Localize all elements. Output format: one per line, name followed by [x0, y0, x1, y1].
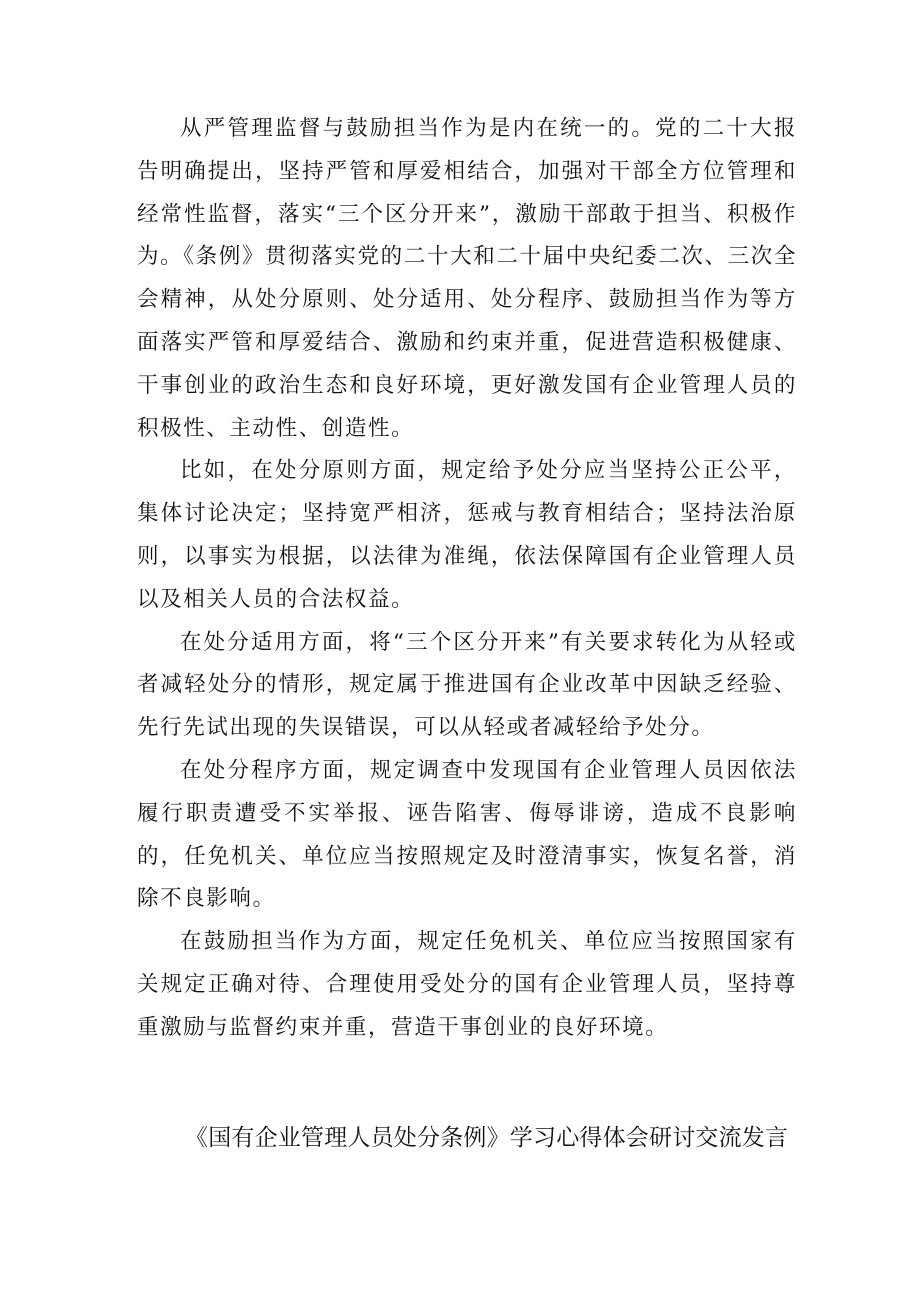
paragraph-2: 比如，在处分原则方面，规定给予处分应当坚持公正公平，集体讨论决定；坚持宽严相济，惩戒与教育相结合；坚持法治原则，以事实为根据，以法律为准绳，依法保障国有企业管理人员以及相关人员的合法权益。 — [137, 458, 797, 612]
paragraph-3: 在处分适用方面，将“三个区分开来”有关要求转化为从轻或者减轻处分的情形，规定属于推进国有企业改革中因缺乏经验、先行先试出现的失误错误，可以从轻或者减轻给予处分。 — [137, 629, 797, 741]
document-title: 《国有企业管理人员处分条例》学习心得体会研讨交流发言 — [185, 1125, 789, 1151]
body-text — [137, 108, 797, 1050]
paragraph-5: 在鼓励担当作为方面，规定任免机关、单位应当按照国家有关规定正确对待、合理使用受处分的国有企业管理人员，坚持尊重激励与监督约束并重，营造干事创业的良好环境。 — [137, 929, 797, 1040]
paragraph-1: 从严管理监督与鼓励担当作为是内在统一的。党的二十大报告明确提出，坚持严管和厚爱相结合，加强对干部全方位管理和经常性监督，落实“三个区分开来”，激励干部敢于担当、积极作为。《条例》贯彻落实党的二十大和二十届中央纪委二次、三次全会精神，从处分原则、处分适用、处分程序、鼓励担当作为等方面落实严管和厚爱结合、激励和约束并重，促进营造积极健康、干事创业的政治生态和良好环境，更好激发国有企业管理人员的积极性、主动性、创造性。 — [137, 116, 797, 441]
paragraph-4: 在处分程序方面，规定调查中发现国有企业管理人员因依法履行职责遭受不实举报、诬告陷害、侮辱诽谤，造成不良影响的，任免机关、单位应当按照规定及时澄清事实，恢复名誉，消除不良影响。 — [137, 757, 797, 912]
